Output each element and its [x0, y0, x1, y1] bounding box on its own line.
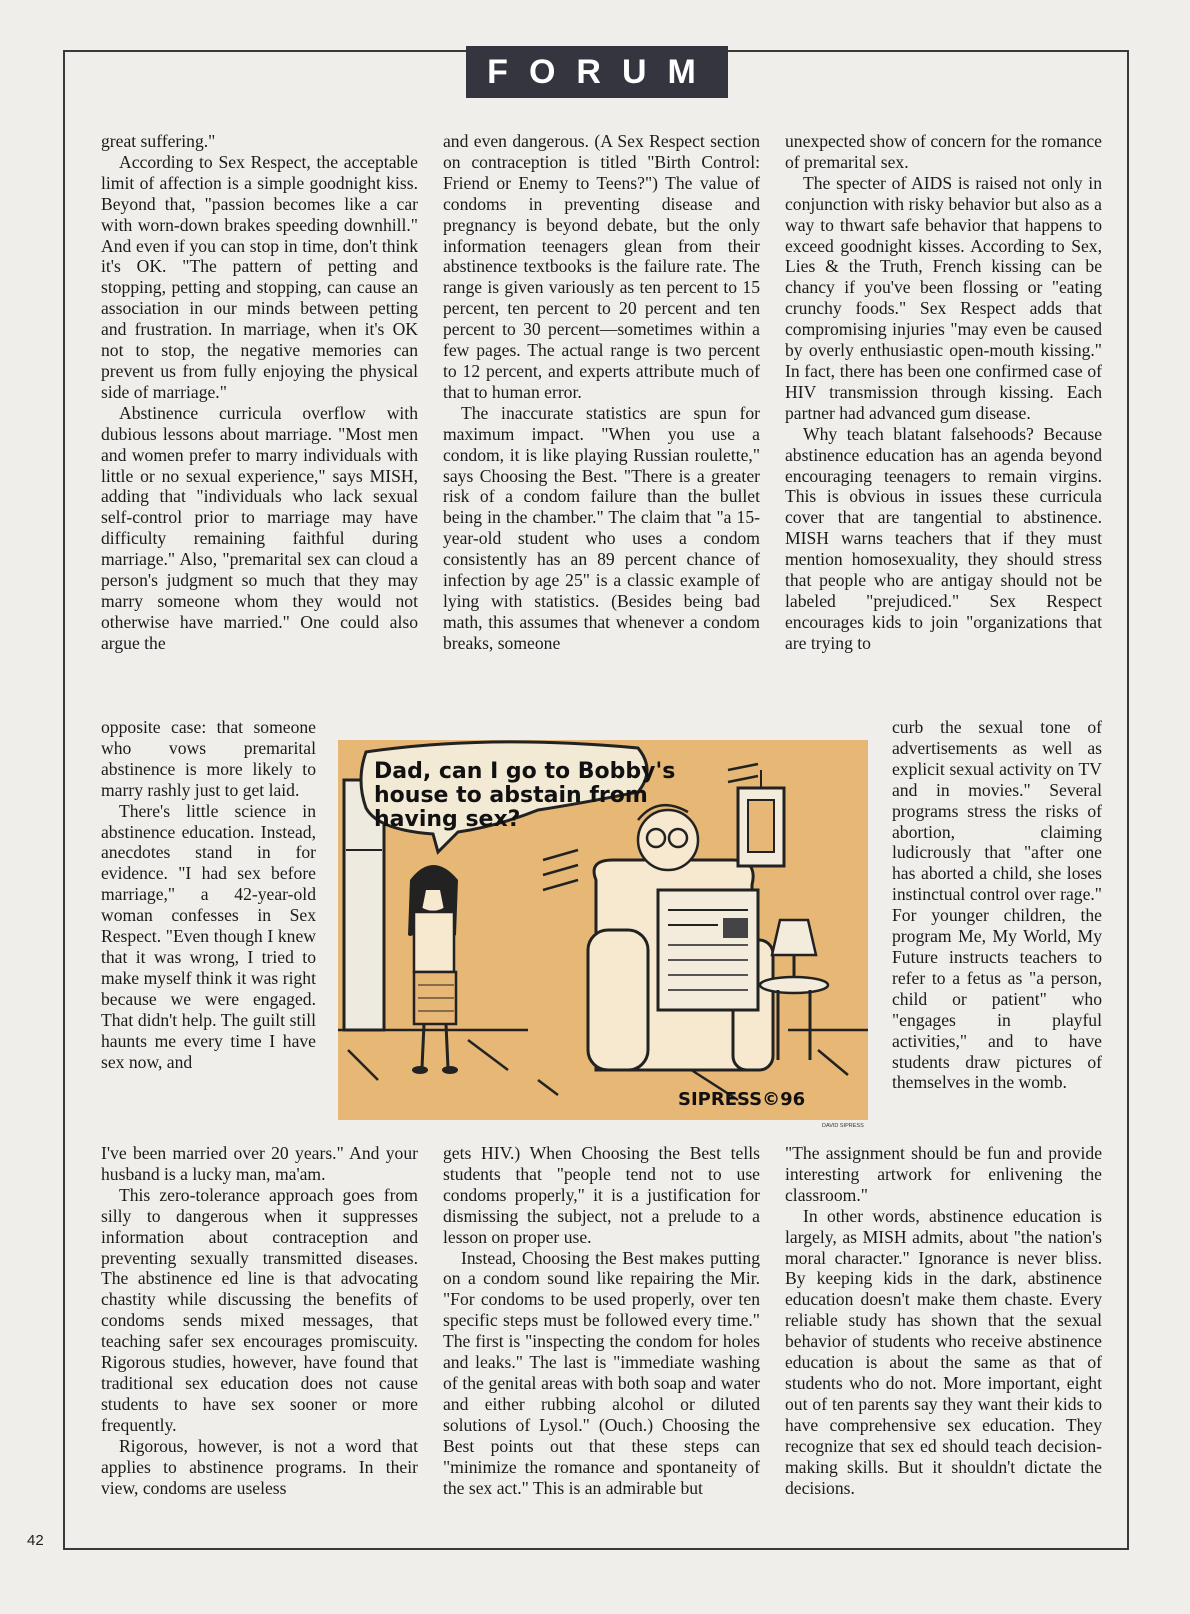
paragraph: There's little science in abstinence education. Instead, anecdotes stand in for evidence. "I had sex before marriage," a 42-year-old woman confesses in Sex Respect. "Even though I knew that it was wrong, I tried to make myself think it was right because we were engaged. That didn't help. The guilt still haunts me every time I have sex now, and [101, 800, 316, 1072]
article-column-3 [785, 131, 1102, 654]
paragraph: "The assignment should be fun and provide interesting artwork for enlivening the classroom." [785, 1143, 1102, 1205]
section-header: FORUM [466, 46, 728, 98]
article-column-3-wrap [892, 717, 1102, 1093]
paragraph: This zero-tolerance approach goes from silly to dangerous when it suppresses information about contraception and preventing sexually transmitted diseases. The abstinence ed line is that advocating chastity while discussing the benefits of condoms sends mixed messages, that teaching safer sex encourages promiscuity. Rigorous studies, however, have found that traditional sex education does not cause students to have sex sooner or more frequently. [101, 1184, 418, 1435]
article-column-3-bottom [785, 1143, 1102, 1498]
paragraph: In other words, abstinence education is largely, as MISH admits, about "the nation's moral character." Ignorance is never bliss. By keeping kids in the dark, abstinence education doesn't make them chaste. Every reliable study has shown that the sexual behavior of students who receive abstinence education is about the same as that of students who do not. More important, eight out of ten parents say they want their kids to have comprehensive sex education. They recognize that sex ed should teach decision-making skills. But it shouldn't dictate the decisions. [785, 1205, 1102, 1498]
paragraph: curb the sexual tone of advertisements as well as explicit sexual activity on TV and in movies." Several programs stress the risks of abortion, claiming ludicrously that "after one has aborted a child, she loses instinctual control over rage." For younger children, the program Me, My World, My Future instructs teachers to refer to a fetus as "a person, child or patient" who "engages in playful activities," and to have students draw pictures of themselves in the womb. [892, 717, 1102, 1093]
speech-bubble-line-2: house to abstain from [374, 783, 648, 808]
article-column-2 [443, 131, 760, 654]
paragraph: unexpected show of concern for the romance of premarital sex. [785, 131, 1102, 172]
paragraph: I've been married over 20 years." And your husband is a lucky man, ma'am. [101, 1143, 418, 1184]
paragraph: Abstinence curricula overflow with dubious lessons about marriage. "Most men and women prefer to marry individuals with little or no sexual experience," says MISH, adding that "individuals who lack sexual self-control prior to marriage may have difficulty remaining faithful during marriage." Also, "premarital sex can cloud a person's judgment so much that they may marry someone whom they would not otherwise have married." One could also argue the [101, 402, 418, 653]
cartoon-credit: DAVID SIPRESS [822, 1123, 864, 1129]
paragraph: Rigorous, however, is not a word that applies to abstinence programs. In their view, condoms are useless [101, 1435, 418, 1498]
paragraph: and even dangerous. (A Sex Respect section on contraception is titled "Birth Control: Friend or Enemy to Teens?") The value of condoms in preventing disease and pregnancy is beyond debate, but the only information teenagers glean from their abstinence textbooks is the failure rate. The range is given variously as ten percent to 15 percent, ten percent to 20 percent and ten percent to 30 percent—sometimes within a few pages. The actual range is two percent to 12 percent, and experts attribute much of that to human error. [443, 131, 760, 402]
page-number: 42 [27, 1532, 44, 1549]
paragraph: opposite case: that someone who vows premarital abstinence is more likely to marry rashly just to get laid. [101, 717, 316, 800]
paragraph: Why teach blatant falsehoods? Because abstinence education has an agenda beyond encouraging teenagers to remain virgins. This is obvious in issues these curricula cover that are tangential to abstinence. MISH warns teachers that if they must mention homosexuality, they should stress that people who are antigay should not be labeled "prejudiced." Sex Respect encourages kids to join "organizations that are trying to [785, 423, 1102, 653]
paragraph: great suffering." [101, 131, 216, 151]
cartoon-signature: SIPRESS©96 [678, 1089, 806, 1110]
paragraph: gets HIV.) When Choosing the Best tells students that "people tend not to use condoms properly," it is a justification for dismissing the subject, not a prelude to a lesson on proper use. [443, 1143, 760, 1247]
paragraph: The inaccurate statistics are spun for maximum impact. "When you use a condom, it is like playing Russian roulette," says Choosing the Best. "There is a greater risk of a condom failure than the bullet being in the chamber." The claim that "a 15-year-old student who uses a condom consistently has an 89 percent chance of infection by age 25" is a classic example of lying with statistics. (Besides being bad math, this assumes that whenever a condom breaks, someone [443, 402, 760, 653]
article-column-1-wrap [101, 717, 316, 1072]
cartoon-drawing [338, 740, 868, 1120]
paragraph: The specter of AIDS is raised not only in conjunction with risky behavior but also as a way to thwart safe behavior that happens to exceed goodnight kisses. According to Sex, Lies & the Truth, French kissing can be chancy if you've been flossing or "eating crunchy foods." Sex Respect adds that compromising injuries "may even be caused by overly enthusiastic open-mouth kissing." In fact, there has been one confirmed case of HIV transmission through kissing. Each partner had advanced gum disease. [785, 172, 1102, 423]
article-column-1 [101, 131, 418, 654]
cartoon-illustration [338, 740, 868, 1120]
article-column-2-bottom [443, 1143, 760, 1498]
speech-bubble-line-3: having sex? [374, 807, 521, 832]
speech-bubble-line-1: Dad, can I go to Bobby's [374, 759, 676, 784]
paragraph: Instead, Choosing the Best makes putting on a condom sound like repairing the Mir. "For condoms to be used properly, over ten specific steps must be followed every time." The first is "inspecting the condom for holes and leaks." The last is "immediate washing of the genital areas with both soap and water and either rubbing alcohol or diluted solutions of Lysol." (Ouch.) Choosing the Best points out that these steps can "minimize the romance and spontaneity of the sex act." This is an admirable but [443, 1247, 760, 1498]
article-column-1-bottom [101, 1143, 418, 1498]
paragraph: According to Sex Respect, the acceptable limit of affection is a simple goodnight kiss. Beyond that, "passion becomes like a car with worn-down brakes speeding downhill." And even if you can stop in time, don't think it's OK. "The pattern of petting and stopping, petting and stopping, can cause an association in our minds between petting and frustration. In marriage, when it's OK not to stop, the negative memories can prevent us from fully enjoying the physical side of marriage." [101, 151, 418, 402]
